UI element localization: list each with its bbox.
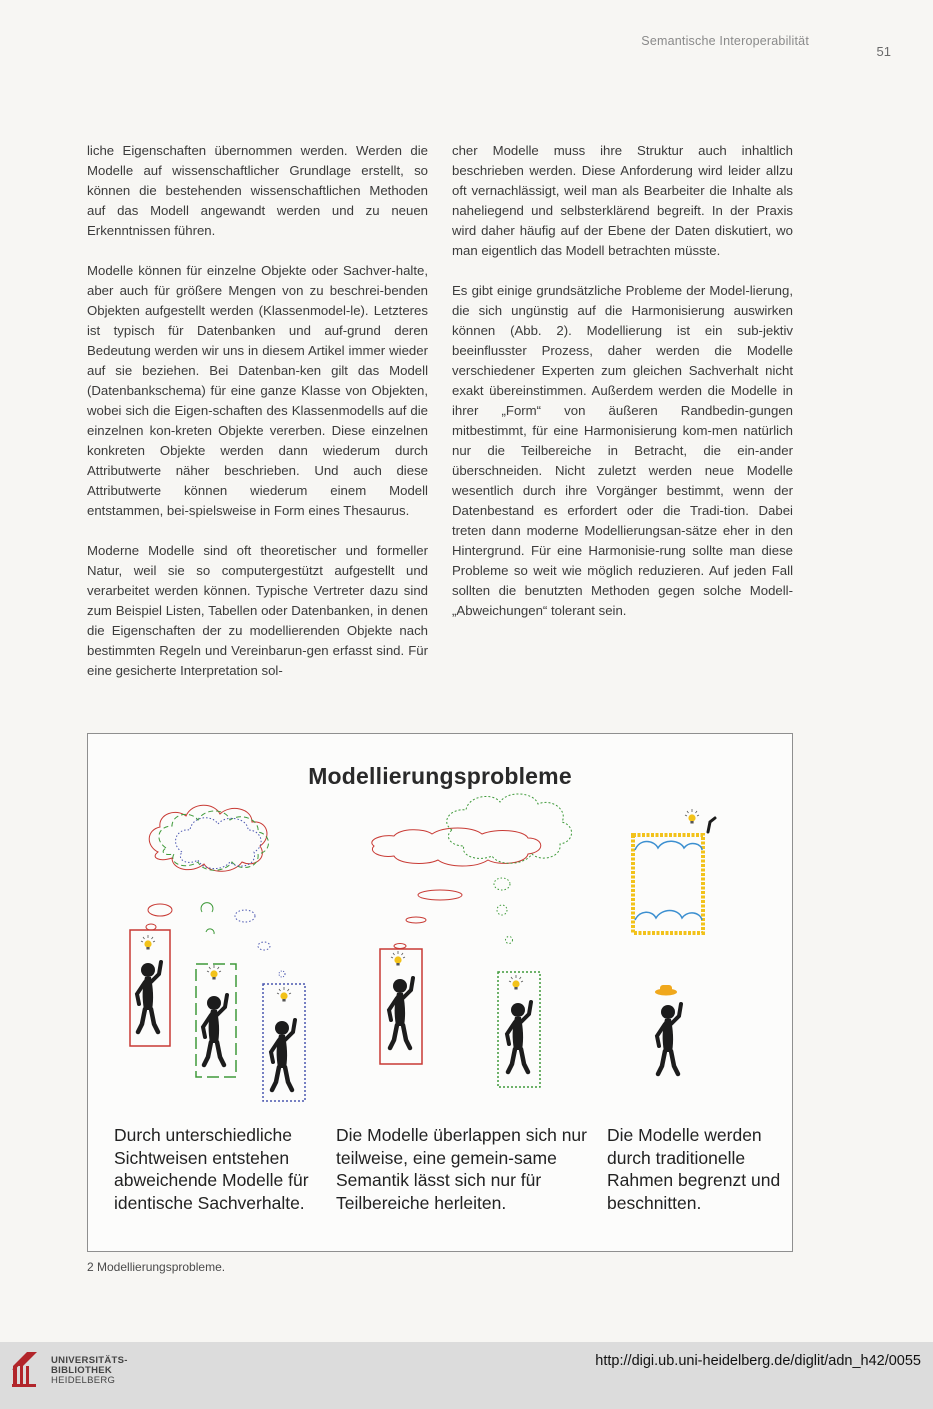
paragraph: liche Eigenschaften übernommen werden. Werden die Modelle auf wissenschaftlicher Grundlage erstellt, so können die bestehenden wissenschaftlichen Methoden auf das Modell angewandt werden und zu neuen Erkenntnissen führen. — [87, 143, 428, 238]
left-column — [87, 141, 428, 701]
library-name — [51, 1356, 128, 1386]
paragraph: cher Modelle muss ihre Struktur auch inhaltlich beschrieben werden. Diese Anforderung wird leider allzu oft vernachlässigt, weil man als Bearbeiter die Inhalte als naheliegend und selbsterklärend begreift. In der Praxis wird daher häufig auf der Ebene der Daten diskutiert, wo man eigentlich das Modell betrachten müsste. — [452, 143, 793, 258]
figure-caption-1: Durch unterschiedliche Sichtweisen entstehen abweichende Modelle für identische Sachverhalte. — [114, 1125, 309, 1213]
panel2-figures — [380, 949, 540, 1087]
figure-illustration — [88, 734, 792, 1119]
paragraph: Es gibt einige grundsätzliche Probleme der Model-lierung, die sich ungünstig auf die Harmonisierung auswirken können (Abb. 2). Modellierung ist ein sub-jektiv beeinflusster Prozess, daher werden die Modelle verschiedener Experten zum gleichen Sachverhalt nicht exakt übereinstimmen. Außerdem werden die Modelle in ihrer „Form“ von äußeren Randbedin-gungen mitbestimmt, für eine Harmonisierung kom-men natürlich nur die Teilbereiche in Betracht, die ein-ander überschneiden. Nicht zuletzt werden neue Modelle wesentlich durch ihre Vorgänger bestimmt, wenn der Datenbestand es erfordert oder die Tradi-tion. Dabei treten dann moderne Modellierungsan-sätze eher in den Hintergrund. Für eine Harmonisie-rung sollte man diese Probleme so weit wie möglich reduzieren. Auf jeden Fall sollten die benutzten Methoden gegen solche Modell-„Abweichungen“ tolerant sein. — [452, 283, 793, 618]
traditional-frame — [633, 809, 715, 933]
figure-modellierungsprobleme — [87, 733, 793, 1252]
paragraph: Modelle können für einzelne Objekte oder Sachver-halte, aber auch für größere Mengen von zu beschrei-benden Objekten aufgestellt werden (Klassenmodel-le). Letzteres ist typisch für Datenbanken und auf-grund deren Bedeutung werden wir uns in diesem Artikel immer wieder auf sie beziehen. Bei Datenban-ken gilt das Modell (Datenbankschema) für eine ganze Klasse von Objekten, wobei sich die Eigen-schaften des Klassenmodells auf die einzelnen kon-kreten Objekte vererben. Diese einzelnen konkreten Objekte werden dann wiederum durch Attributwerte näher beschrieben. Und auch diese Attributwerte können wiederum einem Modell entstammen, bei-spielsweise in Form eines Thesaurus. — [87, 263, 428, 518]
figure-label: 2 Modellierungsprobleme. — [87, 1260, 226, 1274]
running-title: Semantische Interoperabilität — [641, 34, 809, 48]
figure-caption-3: Die Modelle werden durch traditionelle Rahmen begrenzt und beschnitten. — [607, 1125, 781, 1213]
figure-caption-2: Die Modelle überlappen sich nur teilweise, eine gemein-same Semantik lässt sich nur für Teilbereiche herleiten. — [336, 1125, 587, 1213]
permalink-url[interactable]: http://digi.ub.uni-heidelberg.de/diglit/adn_h42/0055 — [595, 1353, 921, 1369]
overlapping-clouds — [146, 805, 285, 977]
library-name-line: BIBLIOTHEK — [51, 1365, 113, 1376]
library-name-line: HEIDELBERG — [51, 1375, 116, 1386]
page-number: 51 — [876, 44, 891, 59]
panel3-figure — [655, 985, 681, 1074]
library-name-line: UNIVERSITÄTS- — [51, 1355, 128, 1366]
partially-overlapping-clouds — [372, 794, 572, 949]
paragraph: Moderne Modelle sind oft theoretischer und formeller Natur, weil sie so computergestützt aufgestellt und verarbeitet werden können. Typische Vertreter dazu sind zum Beispiel Listen, Tabellen oder Datenbanken, in denen die Eigenschaften der zu modellierenden Objekte nach bestimmten Regeln und Vereinbarun-gen erfasst sind. Für eine gesicherte Interpretation sol- — [87, 543, 428, 678]
panel1-figures — [130, 930, 305, 1101]
footer-bar — [0, 1342, 933, 1409]
figure-title: Modellierungsprobleme — [308, 763, 572, 789]
library-logo-icon — [9, 1348, 47, 1388]
right-column — [452, 141, 793, 641]
